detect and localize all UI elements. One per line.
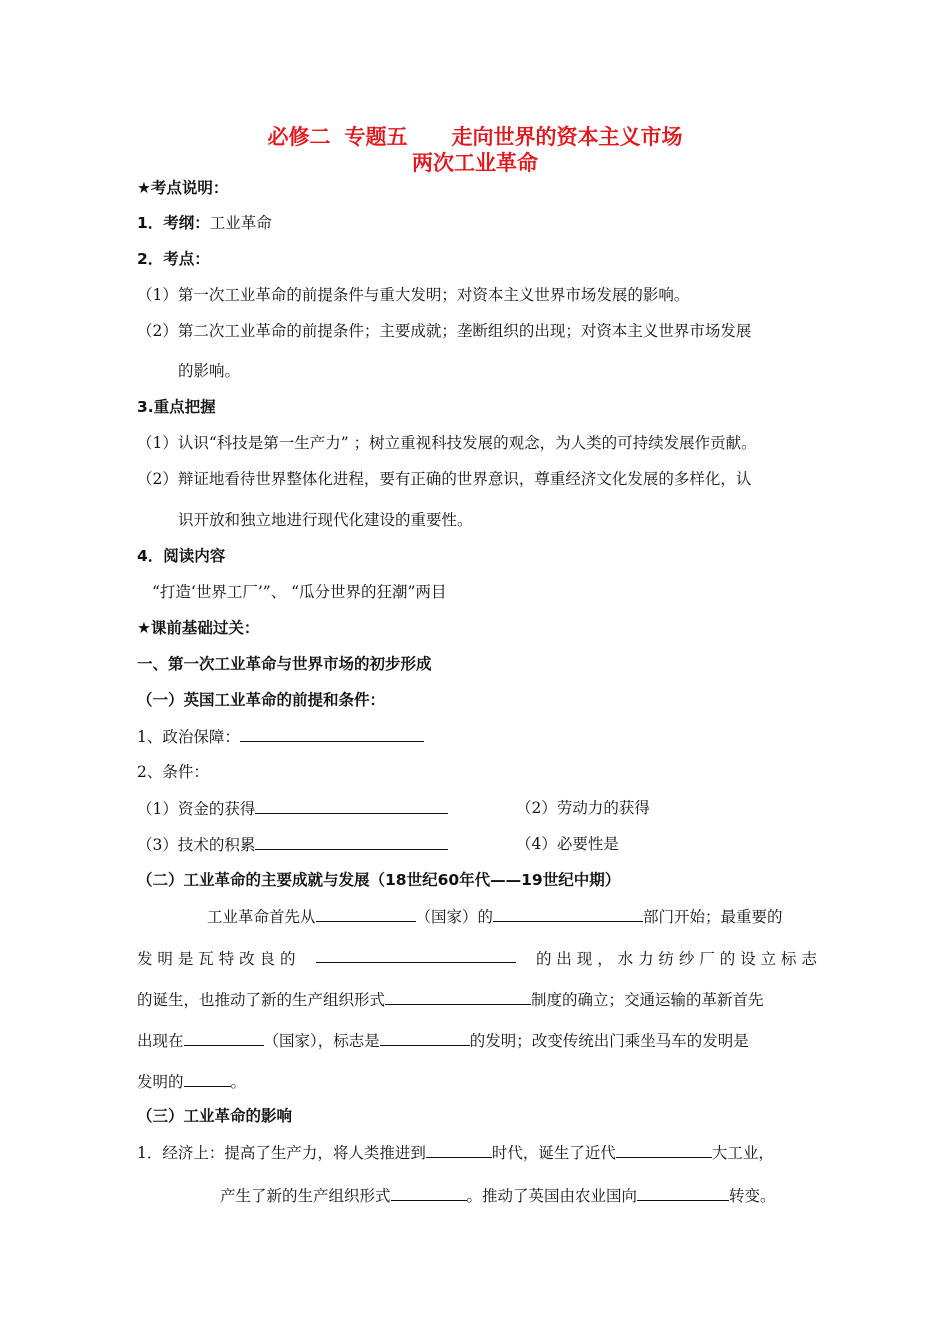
country-blank-1[interactable] — [316, 906, 416, 922]
kaodian-item-1: （1）第一次工业革命的前提条件与重大发明；对资本主义世界市场发展的影响。 — [137, 286, 690, 304]
part1-title: 一、第一次工业革命与世界市场的初步形成 — [137, 655, 432, 673]
econ-text: 1．经济上：提高了生产力，将人类推进到 — [137, 1144, 426, 1162]
econ-text: 时代，诞生了近代 — [491, 1144, 616, 1162]
para-text: 出现在 — [137, 1032, 184, 1050]
para-line-5 — [137, 1070, 817, 1092]
page-title — [0, 125, 950, 149]
cond-1-blank[interactable] — [255, 798, 448, 814]
yuedu-value: “打造‘世界工厂’”、 “瓜分世界的狂潮”两目 — [152, 583, 447, 601]
era-blank[interactable] — [426, 1142, 492, 1158]
kaogang-line — [137, 213, 272, 233]
item-political-label: 1、政治保障： — [137, 728, 240, 746]
transition-blank[interactable] — [637, 1185, 729, 1201]
cond-3-blank[interactable] — [255, 834, 448, 850]
kaogang-label: 1．考纲： — [137, 214, 210, 232]
sub1-title: （一）英国工业革命的前提和条件： — [137, 691, 386, 709]
para-text: 的 出 现 ， 水 力 纺 纱 厂 的 设 立 标 志 — [535, 950, 817, 968]
para-text: 的发明；改变传统出门乘坐马车的发明是 — [469, 1032, 749, 1050]
yuedu-label: 4．阅读内容 — [137, 547, 226, 565]
zhongdian-item-2-cont: 识开放和独立地进行现代化建设的重要性。 — [178, 511, 473, 529]
sub2-title: （二）工业革命的主要成就与发展（18世纪60年代——19世纪中期） — [137, 871, 621, 889]
para-text: 。 — [230, 1073, 247, 1091]
cond-3-line — [137, 834, 448, 855]
sub3-title: （三）工业革命的影响 — [137, 1107, 293, 1125]
econ-text: 转变。 — [729, 1187, 776, 1205]
econ-text: 。推动了英国由农业国向 — [466, 1187, 638, 1205]
kaodian-header: ★考点说明： — [137, 179, 229, 197]
item-political — [137, 726, 424, 747]
zhongdian-label: 3.重点把握 — [137, 398, 216, 416]
title-part-subject: 走向世界的资本主义市场 — [451, 125, 683, 149]
para-text: 部门开始；最重要的 — [643, 908, 783, 926]
kqian-header: ★课前基础过关： — [137, 619, 260, 637]
para-text: 发 明 是 瓦 特 改 良 的 — [137, 950, 296, 968]
sector-blank[interactable] — [493, 906, 643, 922]
para-text: 制度的确立；交通运输的革新首先 — [531, 991, 764, 1009]
para-text: 的诞生，也推动了新的生产组织形式 — [137, 991, 386, 1009]
kaodian-item-2: （2）第二次工业革命的前提条件；主要成就；垄断组织的出现；对资本主义世界市场发展 — [137, 322, 752, 340]
kaodian-label: 2．考点： — [137, 250, 210, 268]
zhongdian-item-1: （1）认识“科技是第一生产力” ；树立重视科技发展的观念，为人类的可持续发展作贡献。 — [137, 434, 757, 452]
para-text: （国家）的 — [415, 908, 494, 926]
cond-4-label: （4）必要性是 — [516, 835, 619, 853]
page-subtitle: 两次工业革命 — [412, 151, 538, 175]
cond-1-line — [137, 798, 448, 819]
form-blank[interactable] — [391, 1185, 467, 1201]
transport-blank[interactable] — [380, 1030, 470, 1046]
economy-line-1 — [137, 1142, 774, 1163]
para-line-2 — [137, 947, 817, 969]
kaodian-item-2-cont: 的影响。 — [178, 362, 241, 380]
political-blank[interactable] — [240, 726, 424, 742]
para-line-3 — [137, 988, 817, 1010]
econ-text: 产生了新的生产组织形式 — [220, 1187, 391, 1205]
para-line-4 — [137, 1029, 817, 1051]
country-blank-2[interactable] — [184, 1030, 264, 1046]
invention-blank[interactable] — [316, 947, 516, 963]
title-part-module: 必修二 — [267, 125, 331, 149]
economy-line-2 — [220, 1185, 776, 1206]
cond-1-label: （1）资金的获得 — [137, 800, 256, 818]
title-part-topic: 专题五 — [344, 125, 408, 149]
cond-2-label: （2）劳动力的获得 — [516, 799, 650, 817]
para-text: 发明的 — [137, 1073, 184, 1091]
kaogang-value: 工业革命 — [209, 214, 272, 232]
econ-text: 大工业， — [711, 1144, 774, 1162]
zhongdian-item-2: （2）辩证地看待世界整体化进程，要有正确的世界意识，尊重经济文化发展的多样化，认 — [137, 470, 752, 488]
organization-blank[interactable] — [385, 989, 531, 1005]
para-text: （国家），标志是 — [263, 1032, 380, 1050]
cond-3-label: （3）技术的积累 — [137, 836, 256, 854]
industry-blank[interactable] — [616, 1142, 712, 1158]
para-line-1 — [137, 905, 817, 927]
para-text: 工业革命首先从 — [207, 908, 316, 926]
inventor-blank[interactable] — [184, 1071, 231, 1087]
item-conditions: 2、条件： — [137, 763, 209, 781]
